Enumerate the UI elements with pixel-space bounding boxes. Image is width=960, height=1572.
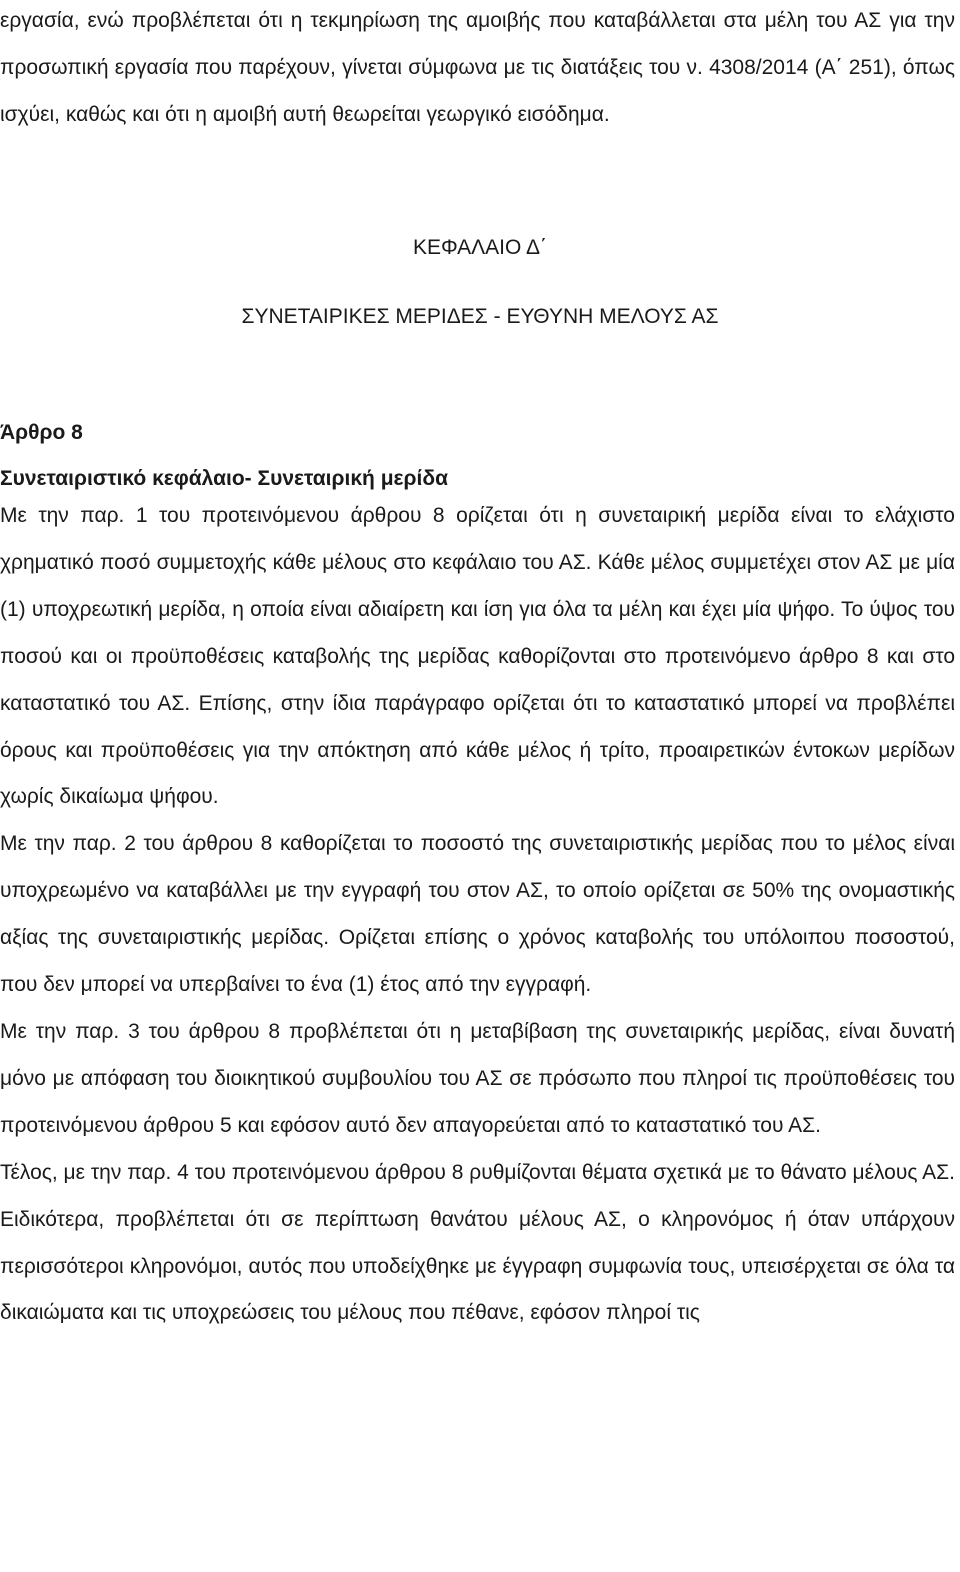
paragraph-3: Με την παρ. 3 του άρθρου 8 προβλέπεται ότι η μεταβίβαση της συνεταιρικής μερίδας, είναι δυνατή μόνο με απόφαση του διοικητικού συμβουλίου του ΑΣ σε πρόσωπο που πληροί τις προϋποθέσεις του προτεινόμενου άρθρου 5 και εφόσον αυτό δεν απαγορεύεται από το καταστατικό του ΑΣ.: [0, 1019, 955, 1137]
chapter-title: ΣΥΝΕΤΑΙΡΙΚΕΣ ΜΕΡΙΔΕΣ - ΕΥΘΥΝΗ ΜΕΛΟΥΣ ΑΣ: [241, 305, 719, 328]
article-number: Άρθρο 8: [0, 421, 83, 444]
chapter-number: ΚΕΦΑΛΑΙΟ Δ΄: [412, 236, 548, 259]
paragraph-4: Τέλος, με την παρ. 4 του προτεινόμενου άρθρου 8 ρυθμίζονται θέματα σχετικά με το θάνατο μέλους ΑΣ. Ειδικότερα, προβλέπεται ότι σε περίπτωση θανάτου μέλους ΑΣ, ο κληρονόμος ή όταν υπάρχουν περισσότεροι κληρονόμοι, αυτός που υποδείχθηκε με έγγραφη συμφωνία τους, υπεισέρχεται σε όλα τα δικαιώματα και τις υποχρεώσεις του μέλους που πέθανε, εφόσον πληροί τις: [0, 1160, 955, 1325]
paragraph-2: Με την παρ. 2 του άρθρου 8 καθορίζεται το ποσοστό της συνεταιριστικής μερίδας που το μέλος είναι υποχρεωμένο να καταβάλλει με την εγγραφή του στον ΑΣ, το οποίο ορίζεται σε 50% της ονομαστικής αξίας της συνεταιριστικής μερίδας. Ορίζεται επίσης ο χρόνος καταβολής του υπόλοιπου ποσοστού, που δεν μπορεί να υπερβαίνει το ένα (1) έτος από την εγγραφή.: [0, 832, 955, 997]
intro-paragraph-block: [0, 0, 955, 139]
paragraph-1: Με την παρ. 1 του προτεινόμενου άρθρου 8 ορίζεται ότι η συνεταιρική μερίδα είναι το ελάχιστο χρηματικό ποσό συμμετοχής κάθε μέλους στο κεφάλαιο του ΑΣ. Κάθε μέλος συμμετέχει στον ΑΣ με μία (1) υποχρεωτική μερίδα, η οποία είναι αδιαίρετη και ίση για όλα τα μέλη και έχει μία ψήφο. Το ύψος του ποσού και οι προϋποθέσεις καταβολής της μερίδας καθορίζονται στο προτεινόμενο άρθρο 8 και στο καταστατικό του ΑΣ. Επίσης, στην ίδια παράγραφο ορίζεται ότι το καταστατικό μπορεί να προβλέπει όρους και προϋποθέσεις για την απόκτηση από κάθε μέλος ή τρίτο, προαιρετικών έντοκων μερίδων χωρίς δικαίωμα ψήφου.: [0, 504, 955, 809]
intro-paragraph: εργασία, ενώ προβλέπεται ότι η τεκμηρίωση της αμοιβής που καταβάλλεται στα μέλη του ΑΣ για την προσωπική εργασία που παρέχουν, γίνεται σύμφωνα με τις διατάξεις του ν. 4308/2014 (Α΄ 251), όπως ισχύει, καθώς και ότι η αμοιβή αυτή θεωρείται γεωργικό εισόδημα.: [0, 9, 955, 126]
article-title: Συνεταιριστικό κεφάλαιο- Συνεταιρική μερίδα: [0, 467, 448, 490]
article-body: [0, 493, 955, 1337]
